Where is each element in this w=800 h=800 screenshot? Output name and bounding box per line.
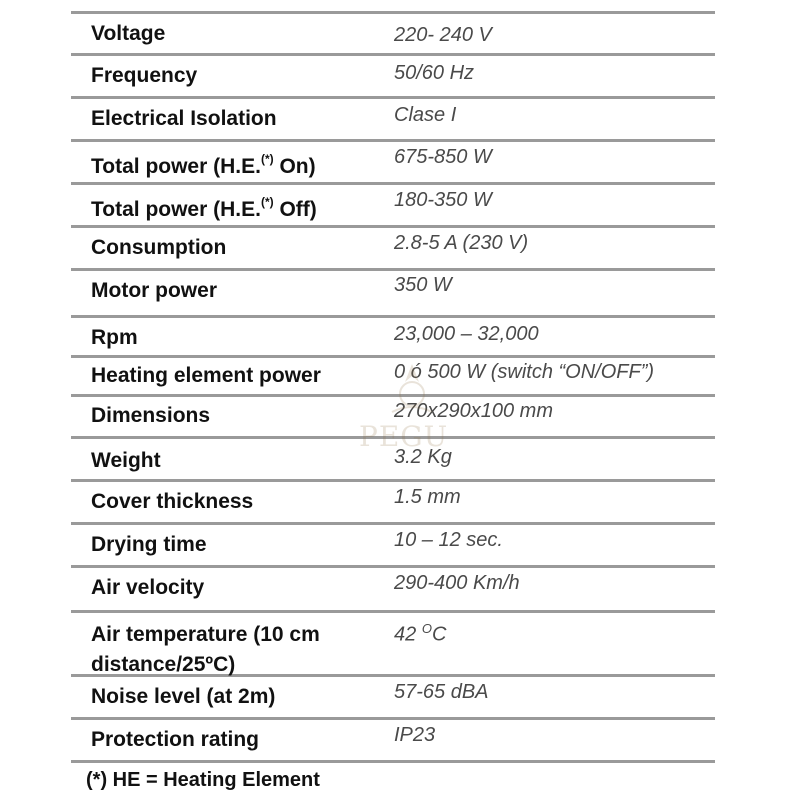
spec-value: 0 ó 500 W (switch “ON/OFF”) — [394, 361, 655, 383]
spec-label: Total power (H.E.(*) On) — [91, 152, 316, 178]
spec-label: Noise level (at 2m) — [91, 685, 276, 708]
spec-label: Air velocity — [91, 576, 205, 599]
spec-row-protection-rating — [71, 720, 715, 763]
spec-row-air-velocity — [71, 568, 715, 613]
spec-table — [71, 11, 715, 763]
spec-label: Consumption — [91, 236, 227, 259]
spec-value: 180-350 W — [394, 189, 492, 211]
spec-row-electrical-isolation — [71, 99, 715, 142]
spec-row-air-temperature — [71, 613, 715, 677]
spec-label: Electrical Isolation — [91, 107, 277, 130]
spec-value: 290-400 Km/h — [394, 572, 520, 594]
spec-value: IP23 — [394, 724, 436, 746]
spec-row-consumption — [71, 228, 715, 271]
spec-value: 350 W — [394, 274, 452, 296]
spec-label: Drying time — [91, 533, 207, 556]
spec-row-dimensions — [71, 397, 715, 439]
spec-label: Weight — [91, 449, 161, 472]
spec-value: 270x290x100 mm — [394, 400, 553, 422]
spec-label: Rpm — [91, 326, 138, 349]
spec-label: Voltage — [91, 22, 166, 45]
spec-label: Dimensions — [91, 404, 211, 427]
spec-row-heating-element-power — [71, 358, 715, 397]
spec-row-weight — [71, 439, 715, 482]
spec-row-noise-level — [71, 677, 715, 720]
spec-label: Frequency — [91, 64, 198, 87]
spec-row-rpm — [71, 318, 715, 358]
spec-value: Clase I — [394, 104, 457, 126]
spec-value: 57-65 dBA — [394, 681, 489, 703]
spec-value: 220- 240 V — [394, 24, 492, 46]
spec-row-voltage — [71, 14, 715, 56]
spec-label: Motor power — [91, 279, 217, 302]
spec-label: Air temperature (10 cm distance/25ºC) — [91, 623, 320, 676]
spec-value: 23,000 – 32,000 — [394, 323, 539, 345]
footnote: (*) HE = Heating Element — [86, 769, 320, 791]
spec-label: Heating element power — [91, 364, 321, 387]
spec-value: 42 $^O$C — [394, 621, 447, 646]
spec-label: Total power (H.E.(*) Off) — [91, 195, 317, 221]
spec-row-cover-thickness — [71, 482, 715, 525]
spec-row-total-power-off — [71, 185, 715, 228]
spec-value: 3.2 Kg — [394, 446, 452, 468]
spec-row-drying-time — [71, 525, 715, 568]
watermark-text: PEGU — [359, 420, 449, 453]
spec-row-total-power-on — [71, 142, 715, 185]
spec-value: 50/60 Hz — [394, 62, 475, 84]
spec-label: Cover thickness — [91, 490, 254, 513]
spec-label: Protection rating — [91, 728, 260, 751]
spec-value: 1.5 mm — [394, 486, 461, 508]
spec-row-frequency — [71, 56, 715, 99]
spec-row-motor-power — [71, 271, 715, 318]
spec-value: 2.8-5 A (230 V) — [394, 232, 529, 254]
spec-value: 675-850 W — [394, 146, 492, 168]
spec-value: 10 – 12 sec. — [394, 529, 503, 551]
